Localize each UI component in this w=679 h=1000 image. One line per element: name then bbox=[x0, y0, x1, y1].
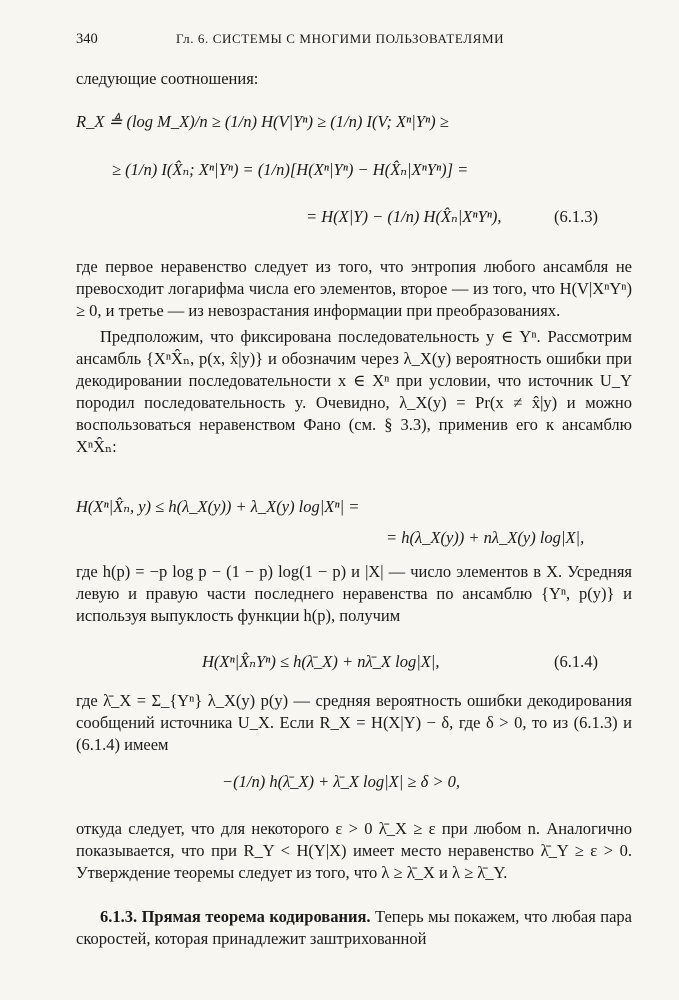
equation-number-6-1-4: (6.1.4) bbox=[554, 652, 598, 671]
paragraph-fano-setup: Предположим, что фиксирована последовательность y ∈ Yⁿ. Рассмотрим ансамбль {XⁿX̂ₙ, p(x, x̂|y)} и обозначим через λ_X(y) вероятность ошибки при декодировании последовательности x ∈ Xⁿ при условии, что источник U_Y породил последовательность y. Очевидно, λ_X(y) = Pr(x ≠ x̂|y) и можно воспользоваться неравенством Фано (см. § 3.3), применив его к ансамблю XⁿX̂ₙ: bbox=[76, 327, 632, 456]
equation-6-1-3-line-3: = H(X|Y) − (1/n) H(X̂ₙ|XⁿYⁿ), bbox=[306, 207, 502, 226]
section-title: 6.1.3. Прямая теорема кодирования. bbox=[100, 907, 371, 926]
equation-6-1-3-line-2: ≥ (1/n) I(X̂ₙ; Xⁿ|Yⁿ) = (1/n)[H(Xⁿ|Yⁿ) − H(X̂ₙ|XⁿYⁿ)] = bbox=[112, 160, 469, 179]
paragraph-averaging: где h(p) = −p log p − (1 − p) log(1 − p) и |X| — число элементов в X. Усредняя левую и правую части последнего неравенства по ансамблю {Yⁿ, p(y)} и используя выпуклость функции h(p), получим bbox=[76, 562, 632, 625]
page-number: 340 bbox=[76, 31, 98, 47]
paragraph-conclusion: откуда следует, что для некоторого ε > 0 λ̄_X ≥ ε при любом n. Аналогично показывается, что при R_Y < H(Y|X) имеет место неравенство λ̄_Y ≥ ε > 0. Утверждение теоремы следует из того, что λ ≥ λ̄_X и λ ≥ λ̄_Y. bbox=[76, 819, 632, 882]
book-page bbox=[76, 0, 632, 1000]
fano-equation-line-2: = h(λ_X(y)) + nλ_X(y) log|X|, bbox=[386, 528, 585, 547]
chapter-title: Гл. 6. СИСТЕМЫ С МНОГИМИ ПОЛЬЗОВАТЕЛЯМИ bbox=[176, 31, 505, 46]
equation-6-1-3-line-1: R_X ≜ (log M_X)/n ≥ (1/n) H(V|Yⁿ) ≥ (1/n) I(V; Xⁿ|Yⁿ) ≥ bbox=[76, 112, 449, 131]
fano-equation-line-1: H(Xⁿ|X̂ₙ, y) ≤ h(λ_X(y)) + λ_X(y) log|Xⁿ| = bbox=[76, 497, 360, 516]
paragraph-inequality-explanation: где первое неравенство следует из того, что энтропия любого ансамбля не превосходит логарифма числа его элементов, второе — из того, что H(V|XⁿYⁿ) ≥ 0, и третье — из невозрастания информации при преобразованиях. bbox=[76, 257, 632, 320]
section-text: Теперь мы покажем, что любая пара скоростей, которая принадлежит заштрихованной bbox=[76, 907, 632, 948]
equation-number-6-1-3: (6.1.3) bbox=[554, 207, 598, 226]
section-6-1-3 bbox=[76, 906, 632, 950]
inequality-delta: −(1/n) h(λ̄_X) + λ̄_X log|X| ≥ δ > 0, bbox=[222, 772, 461, 791]
paragraph-average-error: где λ̄_X = Σ_{Yⁿ} λ_X(y) p(y) — средняя вероятность ошибки декодирования сообщений источника U_X. Если R_X = H(X|Y) − δ, где δ > 0, то из (6.1.3) и (6.1.4) имеем bbox=[76, 691, 632, 754]
running-header bbox=[76, 31, 632, 51]
equation-6-1-4: H(Xⁿ|X̂ₙYⁿ) ≤ h(λ̄_X) + nλ̄_X log|X|, bbox=[202, 652, 440, 671]
intro-line: следующие соотношения: bbox=[76, 69, 259, 88]
